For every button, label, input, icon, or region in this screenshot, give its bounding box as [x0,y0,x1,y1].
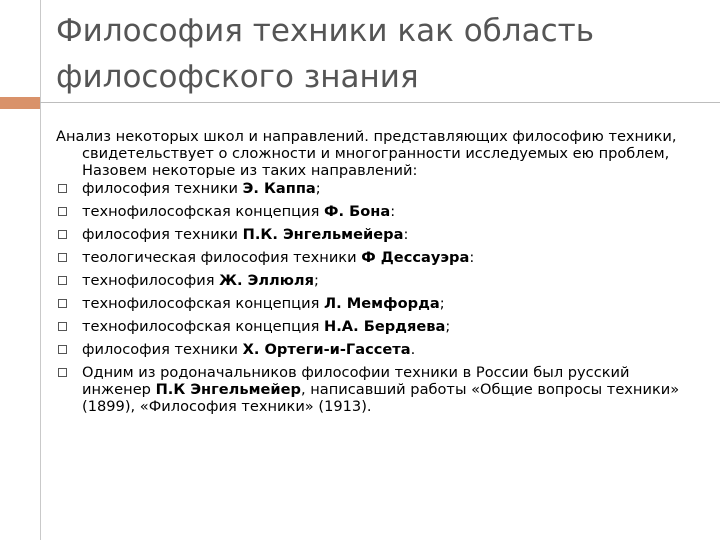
list-item-tail: : [469,249,475,266]
list-item-text: технофилософская концепция [82,318,325,335]
list-item-text: теологическая философия техники [82,249,362,266]
list-item-text: Одним из родоначальников философии техники в России был русский инженер [82,364,630,398]
list-item-text: технофилософская концепция [82,203,325,220]
list-item-text: философия техники [82,341,243,358]
list-item-name: Ф. Бона [324,203,391,220]
square-bullet-icon [58,322,67,331]
list-item [56,249,696,266]
slide-body [56,128,696,421]
title-accent-box [0,97,40,109]
list-item-text: технофилософия [82,272,220,289]
list-item-name: П.К Энгельмейер [155,381,301,398]
list-item-tail: . [410,341,416,358]
list-item [56,295,696,312]
square-bullet-icon [58,230,67,239]
square-bullet-icon [58,299,67,308]
list-item [56,272,696,289]
square-bullet-icon [58,276,67,285]
list-item-name: Л. Мемфорда [324,295,440,312]
list-item-name: Н.А. Бердяева [324,318,446,335]
list-item-tail: : [390,203,396,220]
square-bullet-icon [58,207,67,216]
list-item-text: технофилософская концепция [82,295,325,312]
list-item-tail: : [403,226,409,243]
list-item [56,203,696,220]
list-item-name: Э. Каппа [242,180,316,197]
list-item-tail: ; [313,272,319,289]
list-item-name: Х. Ортеги-и-Гассета [242,341,411,358]
list-item-name: П.К. Энгельмейера [242,226,404,243]
slide-title: Философия техники как область философского знания [56,13,594,95]
intro-paragraph: Анализ некоторых школ и направлений. представляющих философию техники, свидетельствует о сложности и многогранности исследуемых ею проблем, Назовем некоторые из таких направлений: [56,128,677,179]
list-item [56,226,696,243]
list-item-tail: ; [315,180,321,197]
square-bullet-icon [58,253,67,262]
list-item-text: философия техники [82,180,243,197]
square-bullet-icon [58,345,67,354]
list-item [56,318,696,335]
list-item-name: Ж. Эллюля [219,272,314,289]
list-item-tail: ; [445,318,451,335]
direction-list [56,180,696,415]
list-item-tail: , написавший работы «Общие вопросы техники» (1899), «Философия техники» (1913). [82,381,680,415]
list-item-name: Ф Дессауэра [361,249,470,266]
square-bullet-icon [58,184,67,193]
square-bullet-icon [58,368,67,377]
list-item-text: философия техники [82,226,243,243]
left-vertical-rule [40,0,41,540]
title-underline-rule [40,102,720,103]
list-item-tail: ; [439,295,445,312]
list-item [56,364,696,415]
list-item [56,341,696,358]
list-item [56,180,696,197]
